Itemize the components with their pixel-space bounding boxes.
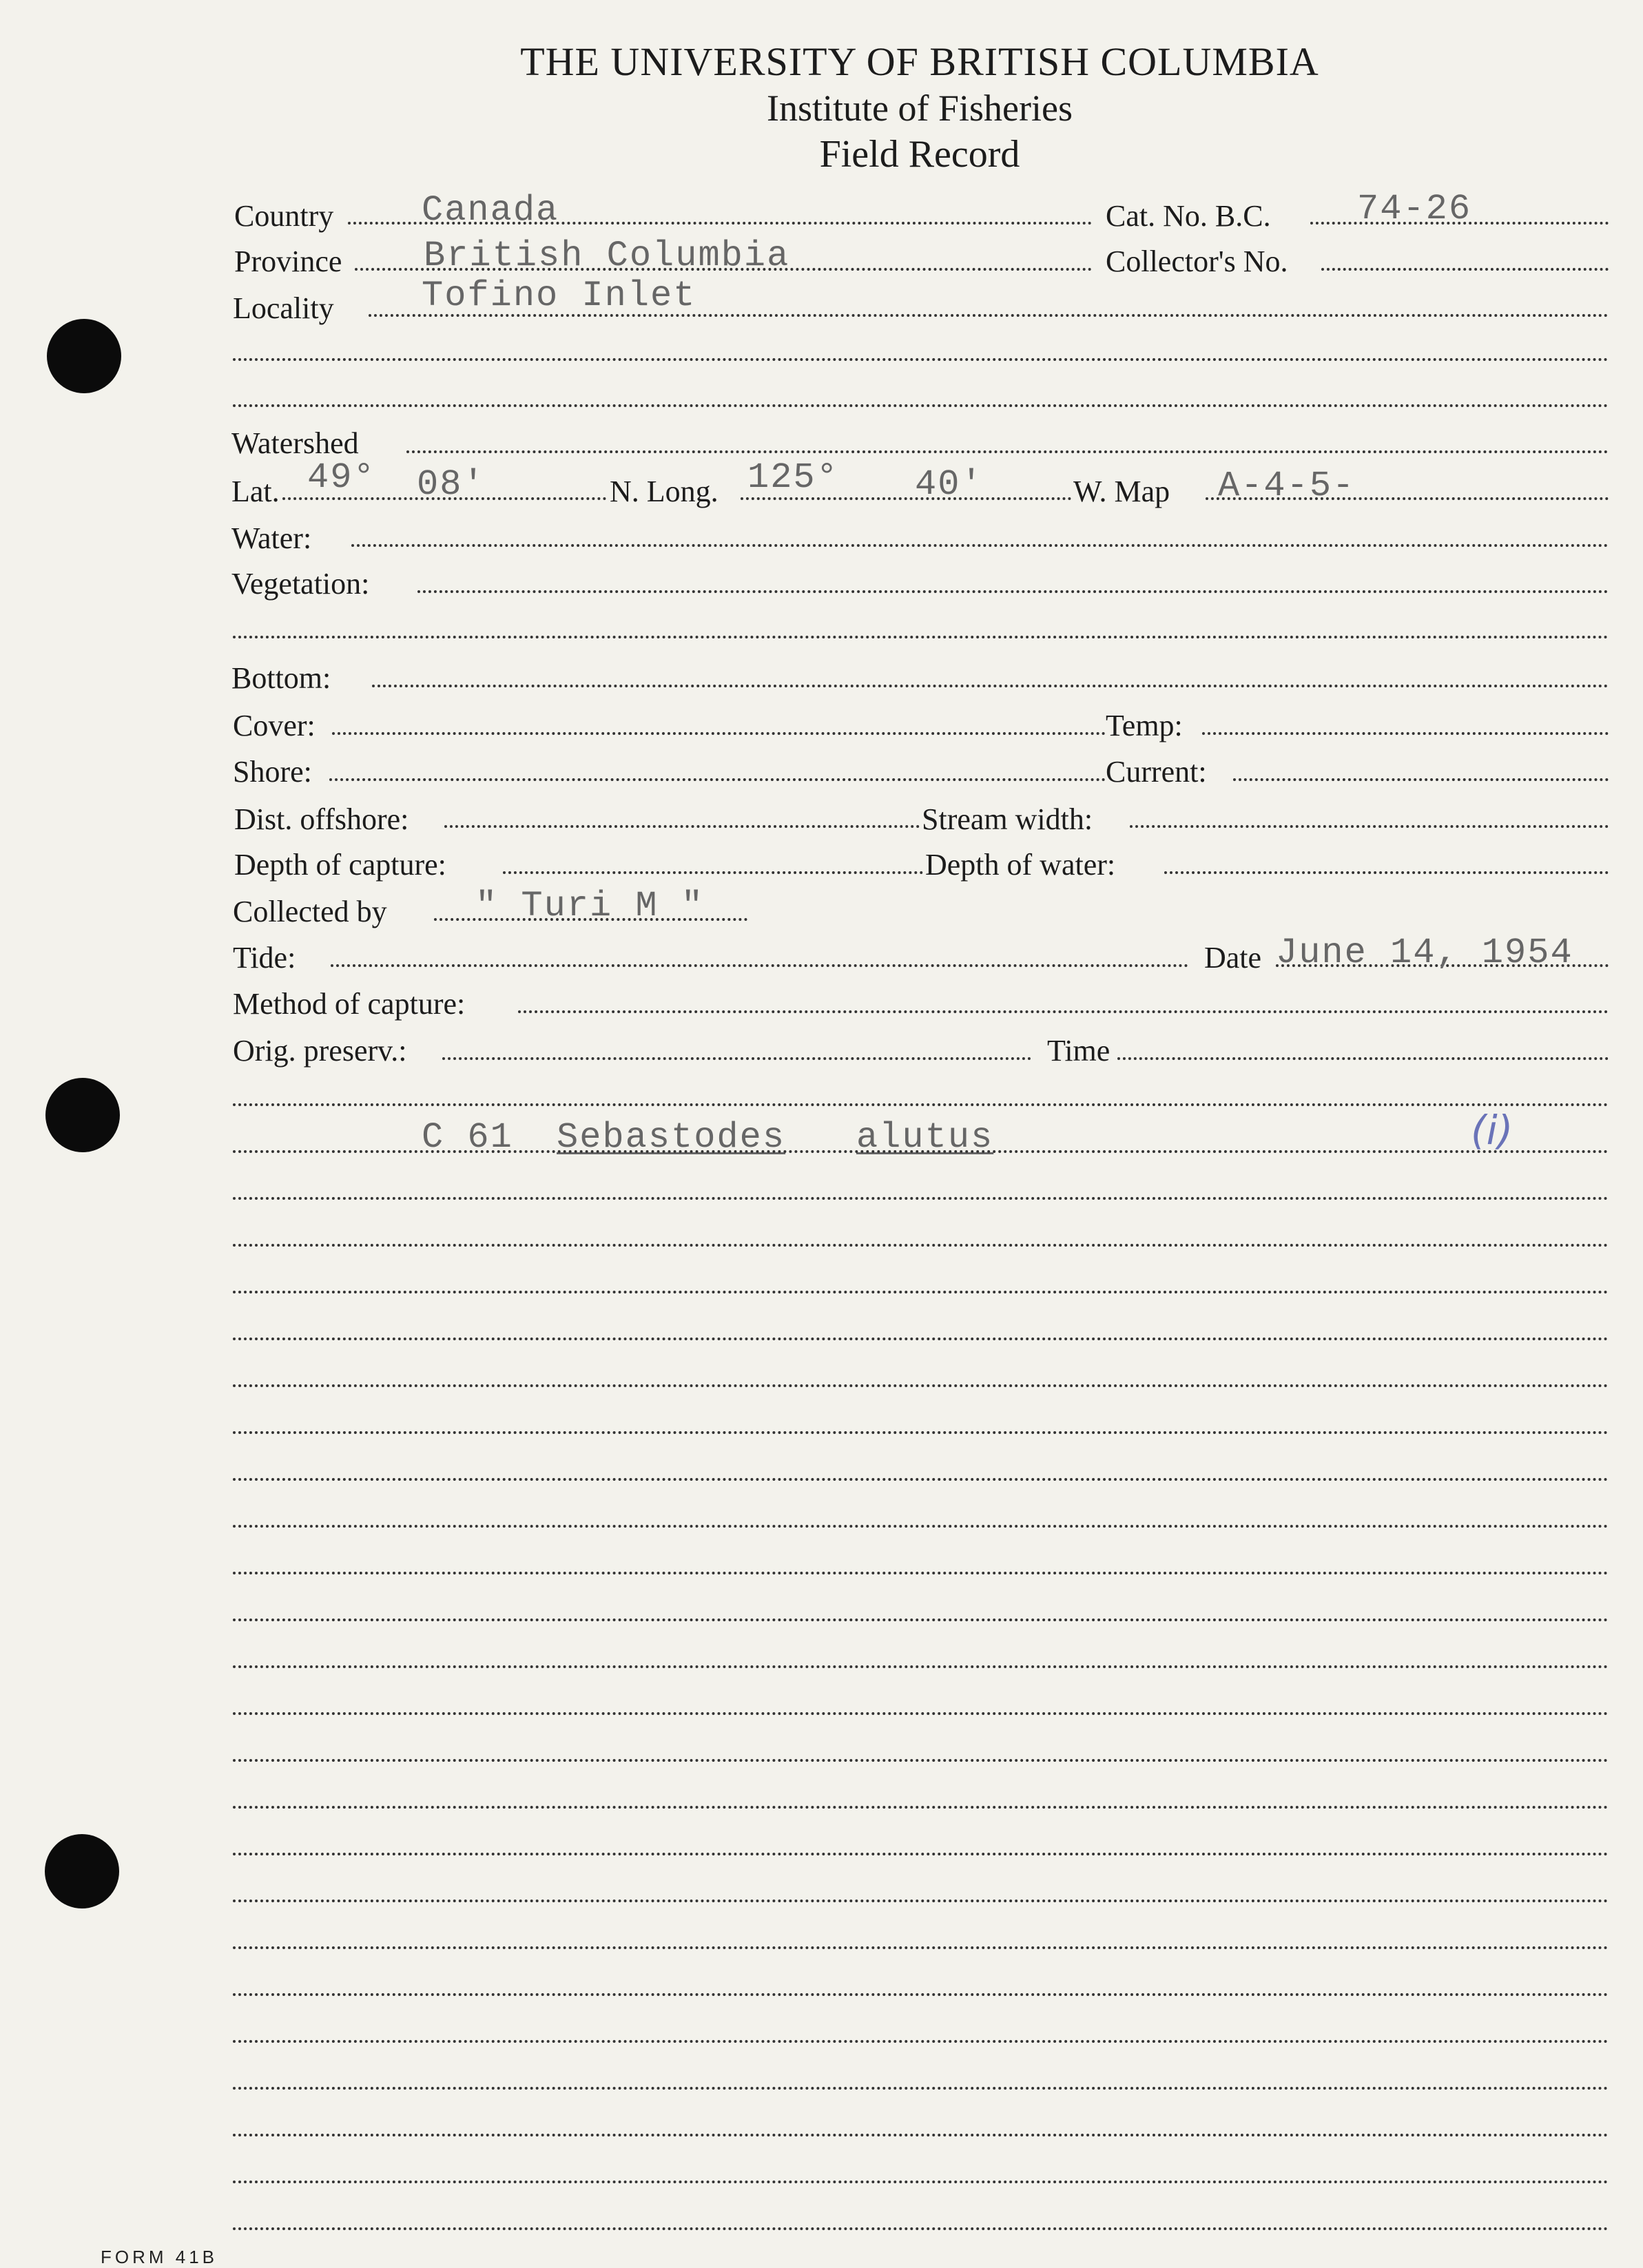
cat-no-value: 74-26: [1357, 189, 1472, 229]
shore-label: Shore:: [233, 755, 312, 789]
collectors-no-line: [1321, 268, 1609, 271]
notes-line-24: [233, 2227, 1609, 2230]
punch-hole-top: [47, 319, 121, 393]
notes-line-10: [233, 1572, 1609, 1574]
collectors-no-label: Collector's No.: [1106, 245, 1288, 278]
current-line: [1233, 778, 1609, 781]
bottom-label: Bottom:: [231, 661, 331, 695]
collected-by-label: Collected by: [233, 895, 387, 928]
depth-capture-line: [503, 871, 923, 874]
orig-preserv-line: [442, 1057, 1031, 1060]
specimen-genus: Sebastodes: [557, 1117, 786, 1158]
vegetation-line: [417, 590, 1609, 593]
lat-minutes: 08': [417, 464, 486, 505]
watershed-label: Watershed: [231, 426, 359, 460]
locality-label: Locality: [233, 291, 334, 325]
cover-label: Cover:: [233, 709, 316, 742]
date-value: June 14, 1954: [1276, 933, 1573, 973]
dist-offshore-label: Dist. offshore:: [234, 802, 409, 836]
province-label: Province: [234, 245, 342, 278]
notes-line-20: [233, 2040, 1609, 2043]
w-map-label: W. Map: [1073, 475, 1170, 508]
temp-label: Temp:: [1106, 709, 1183, 742]
form-number: FORM 41B: [101, 2247, 218, 2267]
temp-line: [1202, 732, 1609, 735]
lat-label: Lat.: [231, 475, 280, 508]
depth-capture-label: Depth of capture:: [234, 848, 446, 882]
notes-line-14: [233, 1759, 1609, 1762]
specimen-code: C 61: [422, 1117, 513, 1158]
notes-line-3: [233, 1244, 1609, 1247]
current-label: Current:: [1106, 755, 1207, 789]
notes-line-4: [233, 1291, 1609, 1293]
locality-value: Tofino Inlet: [422, 275, 696, 316]
notes-line-13: [233, 1712, 1609, 1715]
notes-line-23: [233, 2181, 1609, 2183]
stream-width-label: Stream width:: [922, 802, 1093, 836]
notes-line-6: [233, 1384, 1609, 1387]
notes-line-9: [233, 1525, 1609, 1528]
watershed-line: [406, 450, 1609, 453]
notes-line-21: [233, 2087, 1609, 2090]
date-label: Date: [1204, 941, 1262, 975]
notes-line-19: [233, 1993, 1609, 1996]
institute-title: Institute of Fisheries: [767, 87, 1073, 129]
province-value: British Columbia: [424, 236, 790, 276]
notes-line-8: [233, 1478, 1609, 1481]
map-value: A-4-5-: [1218, 466, 1356, 506]
form-title: Field Record: [819, 133, 1020, 176]
bottom-line: [372, 685, 1609, 687]
notes-line-12: [233, 1665, 1609, 1668]
tide-label: Tide:: [233, 941, 296, 975]
stream-width-line: [1130, 825, 1609, 828]
lat-degrees: 49°: [307, 457, 376, 498]
specimen-note: (i): [1471, 1107, 1513, 1154]
orig-preserv-label: Orig. preserv.:: [233, 1034, 407, 1068]
notes-line-17: [233, 1900, 1609, 1902]
depth-water-line: [1164, 871, 1609, 874]
water-line: [351, 544, 1609, 547]
locality-line-2: [233, 358, 1609, 361]
locality-line-3: [233, 404, 1609, 407]
time-label: Time: [1047, 1034, 1110, 1068]
vegetation-label: Vegetation:: [231, 567, 370, 601]
method-line: [518, 1010, 1609, 1013]
country-label: Country: [234, 199, 334, 233]
notes-line-2: [233, 1197, 1609, 1200]
dist-offshore-line: [444, 825, 920, 828]
punch-hole-bottom: [45, 1834, 119, 1908]
collected-by-value: " Turi M ": [475, 886, 705, 926]
time-line: [1117, 1057, 1609, 1060]
cover-line: [332, 732, 1106, 735]
method-label: Method of capture:: [233, 987, 466, 1021]
country-value: Canada: [422, 190, 559, 231]
notes-line-18: [233, 1946, 1609, 1949]
tide-line: [331, 964, 1188, 967]
cat-no-label: Cat. No. B.C.: [1106, 199, 1271, 233]
n-long-label: N. Long.: [610, 475, 719, 508]
punch-hole-middle: [45, 1078, 120, 1152]
long-minutes: 40': [915, 464, 984, 505]
notes-line-22: [233, 2134, 1609, 2136]
notes-line-7: [233, 1431, 1609, 1434]
long-degrees: 125°: [747, 457, 839, 498]
water-label: Water:: [231, 521, 312, 555]
notes-line-0: [233, 1103, 1609, 1106]
shore-line: [329, 778, 1106, 781]
vegetation-line-2: [233, 636, 1609, 638]
specimen-species: alutus: [856, 1117, 994, 1158]
notes-line-11: [233, 1619, 1609, 1621]
depth-water-label: Depth of water:: [925, 848, 1116, 882]
notes-line-15: [233, 1806, 1609, 1809]
notes-line-16: [233, 1853, 1609, 1855]
university-title: THE UNIVERSITY OF BRITISH COLUMBIA: [520, 39, 1319, 84]
notes-line-5: [233, 1338, 1609, 1340]
notes-line-1: [233, 1150, 1609, 1153]
